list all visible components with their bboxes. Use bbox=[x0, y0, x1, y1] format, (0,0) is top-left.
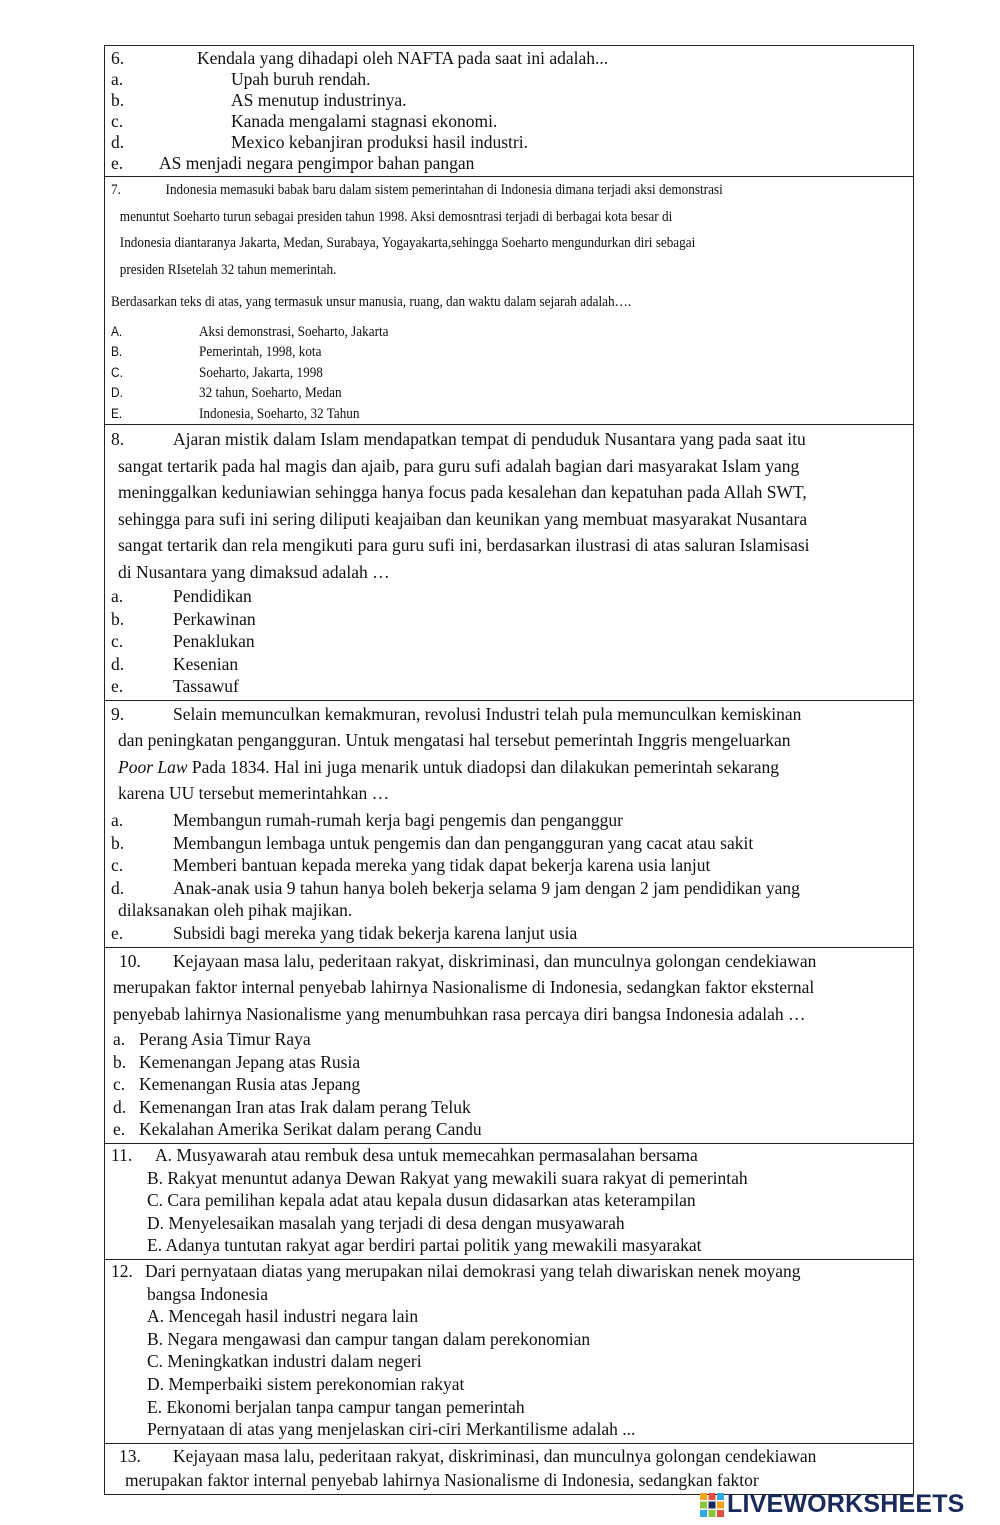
q7-option-c[interactable]: C. Soeharto, Jakarta, 1998 bbox=[111, 364, 323, 381]
q11-option-d[interactable]: D. Menyelesaikan masalah yang terjadi di desa dengan musyawarah bbox=[147, 1212, 625, 1233]
question-9-line-1: 9. Selain memunculkan kemakmuran, revolusi Industri telah pula memunculkan kemiskinan bbox=[111, 701, 907, 728]
liveworksheets-wordmark: LIVEWORKSHEETS bbox=[727, 1490, 965, 1518]
question-9-line-3: Poor Law Pada 1834. Hal ini juga menarik untuk diadopsi dan dilakukan pemerintah sekarang bbox=[118, 756, 779, 777]
question-6 bbox=[105, 46, 913, 177]
q8-option-c[interactable]: c. Penaklukan bbox=[111, 631, 255, 652]
q9-option-e[interactable]: e. Subsidi bagi mereka yang tidak bekerja karena lanjut usia bbox=[111, 922, 578, 943]
question-11-number: 11. bbox=[111, 1145, 133, 1165]
poor-law-title: Poor Law bbox=[118, 756, 188, 777]
question-10-passage bbox=[111, 948, 907, 1028]
question-7-line-2: menuntut Soeharto turun sebagai presiden tahun 1998. Aksi demosntrasi terjadi di berbagai kota besar di bbox=[119, 208, 673, 225]
question-8-passage bbox=[111, 426, 907, 585]
question-13-passage bbox=[111, 1444, 907, 1492]
q6-option-d[interactable]: d. Mexico kebanjiran produksi hasil industri. bbox=[111, 132, 528, 152]
q12-option-e[interactable]: E. Ekonomi berjalan tanpa campur tangan pemerintah bbox=[147, 1396, 525, 1417]
question-8-line-6: di Nusantara yang dimaksud adalah … bbox=[118, 561, 390, 582]
question-12 bbox=[105, 1260, 913, 1444]
question-12-stem: 12. Dari pernyataan diatas yang merupakan nilai demokrasi yang telah diwariskan nenek moyang bbox=[111, 1260, 801, 1281]
question-6-text: Kendala yang dihadapi oleh NAFTA pada saat ini adalah... bbox=[197, 48, 609, 68]
q8-option-e[interactable]: e. Tassawuf bbox=[111, 676, 239, 697]
q11-option-a[interactable]: 11. A. Musyawarah atau rembuk desa untuk memecahkan permasalahan bersama bbox=[111, 1145, 698, 1165]
question-12-stem-cont: bangsa Indonesia bbox=[147, 1283, 269, 1304]
q6-option-a[interactable]: a. Upah buruh rendah. bbox=[111, 69, 371, 89]
question-7-line-4: presiden RIsetelah 32 tahun memerintah. bbox=[119, 261, 337, 278]
question-8-line-3: meninggalkan keduniawian sehingga hanya focus pada kesalehan dan kepatuhan pada Allah SWT, bbox=[118, 482, 807, 503]
question-11 bbox=[105, 1144, 913, 1260]
question-10-line-1: 10. Kejayaan masa lalu, pederitaan rakyat, diskriminasi, dan munculnya golongan cendekiawan bbox=[111, 948, 907, 975]
q9-option-a[interactable]: a. Membangun rumah-rumah kerja bagi pengemis dan penganggur bbox=[111, 809, 624, 830]
q7-option-b[interactable]: B. Pemerintah, 1998, kota bbox=[111, 344, 322, 361]
q11-option-e[interactable]: E. Adanya tuntutan rakyat agar berdiri partai politik yang mewakili masyarakat bbox=[147, 1235, 702, 1256]
question-8-number: 8. bbox=[111, 429, 125, 450]
question-9-line-4: karena UU tersebut memerintahkan … bbox=[118, 783, 390, 804]
q12-option-c[interactable]: C. Meningkatkan industri dalam negeri bbox=[147, 1351, 422, 1372]
question-6-stem bbox=[111, 48, 907, 69]
question-7-prompt: Berdasarkan teks di atas, yang termasuk unsur manusia, ruang, dan waktu dalam sejarah adalah…. bbox=[111, 294, 632, 310]
question-7 bbox=[105, 177, 913, 425]
q8-option-d[interactable]: d. Kesenian bbox=[111, 653, 239, 674]
q6-option-c[interactable]: c. Kanada mengalami stagnasi ekonomi. bbox=[111, 111, 498, 131]
q10-option-b[interactable]: b. Kemenangan Jepang atas Rusia bbox=[113, 1051, 361, 1072]
question-13-number: 13. bbox=[119, 1445, 141, 1466]
q7-option-e[interactable]: E. Indonesia, Soeharto, 32 Tahun bbox=[111, 405, 360, 422]
q6-option-b[interactable]: b. AS menutup industrinya. bbox=[111, 90, 407, 110]
q10-option-a[interactable]: a. Perang Asia Timur Raya bbox=[113, 1029, 311, 1050]
q10-option-c[interactable]: c. Kemenangan Rusia atas Jepang bbox=[113, 1074, 361, 1095]
q9-option-c[interactable]: c. Memberi bantuan kepada mereka yang tidak dapat bekerja karena usia lanjut bbox=[111, 855, 711, 876]
liveworksheets-logo-icon bbox=[700, 1493, 724, 1517]
question-10-number: 10. bbox=[119, 950, 141, 971]
q9-option-d-continued: dilaksanakan oleh pihak majikan. bbox=[118, 900, 353, 921]
question-13-line-2: merupakan faktor internal penyebab lahirnya Nasionalisme di Indonesia, sedangkan faktor bbox=[125, 1469, 759, 1490]
question-10-line-3: penyebab lahirnya Nasionalisme yang menumbuhkan rasa percaya diri bangsa Indonesia adalah … bbox=[113, 1003, 806, 1024]
question-10 bbox=[105, 948, 913, 1144]
question-8-line-5: sangat tertarik dan rela mengikuti para guru sufi ini, berdasarkan ilustrasi di atas saluran Islamisasi bbox=[118, 535, 810, 556]
question-7-line-3: Indonesia diantaranya Jakarta, Medan, Surabaya, Yogayakarta,sehingga Soeharto mengundurkan diri sebagai bbox=[119, 235, 696, 251]
q9-option-d[interactable]: d. Anak-anak usia 9 tahun hanya boleh bekerja selama 9 jam dengan 2 jam pendidikan yang bbox=[111, 877, 800, 898]
question-13 bbox=[105, 1444, 913, 1494]
question-9 bbox=[105, 701, 913, 948]
question-7-passage bbox=[111, 177, 903, 316]
q7-option-d[interactable]: D. 32 tahun, Soeharto, Medan bbox=[111, 385, 342, 402]
q10-option-d[interactable]: d. Kemenangan Iran atas Irak dalam perang Teluk bbox=[113, 1096, 471, 1117]
question-9-passage bbox=[111, 701, 907, 807]
question-13-line-1: 13. Kejayaan masa lalu, pederitaan rakyat, diskriminasi, dan munculnya golongan cendekiawan bbox=[119, 1445, 817, 1466]
question-9-line-2: dan peningkatan pengangguran. Untuk mengatasi hal tersebut pemerintah Inggris mengeluarkan bbox=[118, 730, 791, 751]
q12-option-d[interactable]: D. Memperbaiki sistem perekonomian rakyat bbox=[147, 1373, 465, 1394]
question-9-number: 9. bbox=[111, 703, 125, 724]
q8-option-b[interactable]: b. Perkawinan bbox=[111, 608, 256, 629]
question-8 bbox=[105, 425, 913, 701]
question-8-line-1: 8. Ajaran mistik dalam Islam mendapatkan tempat di penduduk Nusantara yang pada saat itu bbox=[111, 426, 907, 453]
q7-option-a[interactable]: A. Aksi demonstrasi, Soeharto, Jakarta bbox=[111, 323, 389, 340]
liveworksheets-brand[interactable] bbox=[700, 1490, 965, 1519]
question-12-number: 12. bbox=[111, 1260, 133, 1281]
q11-option-b[interactable]: B. Rakyat menuntut adanya Dewan Rakyat yang mewakili suara rakyat di pemerintah bbox=[147, 1167, 748, 1188]
question-10-line-2: merupakan faktor internal penyebab lahirnya Nasionalisme di Indonesia, sedangkan faktor eksternal bbox=[113, 977, 815, 998]
question-6-number: 6. bbox=[111, 48, 125, 68]
question-12-trailing: Pernyataan di atas yang menjelaskan ciri-ciri Merkantilisme adalah ... bbox=[147, 1419, 636, 1440]
q8-option-a[interactable]: a. Pendidikan bbox=[111, 586, 252, 607]
q12-option-b[interactable]: B. Negara mengawasi dan campur tangan dalam perekonomian bbox=[147, 1328, 591, 1349]
question-8-line-2: sangat tertarik pada hal magis dan ajaib, para guru sufi adalah bagian dari masyarakat Islam yang bbox=[118, 455, 800, 476]
q9-option-b[interactable]: b. Membangun lembaga untuk pengemis dan dan pengangguran yang cacat atau sakit bbox=[111, 832, 754, 853]
question-7-number: 7. bbox=[111, 182, 121, 198]
q12-option-a[interactable]: A. Mencegah hasil industri negara lain bbox=[147, 1306, 419, 1327]
q6-option-e[interactable]: e. AS menjadi negara pengimpor bahan pangan bbox=[111, 153, 475, 173]
question-8-line-4: sehingga para sufi ini sering diliputi keajaiban dan keunikan yang membuat masyarakat Nusantara bbox=[118, 508, 808, 529]
q11-option-c[interactable]: C. Cara pemilihan kepala adat atau kepala dusun didasarkan atas keterampilan bbox=[147, 1190, 696, 1211]
worksheet-table bbox=[104, 45, 914, 1495]
question-7-line-1: 7. Indonesia memasuki babak baru dalam sistem pemerintahan di Indonesia dimana terjadi aksi demonstrasi bbox=[111, 177, 903, 204]
q10-option-e[interactable]: e. Kekalahan Amerika Serikat dalam perang Candu bbox=[113, 1119, 482, 1140]
